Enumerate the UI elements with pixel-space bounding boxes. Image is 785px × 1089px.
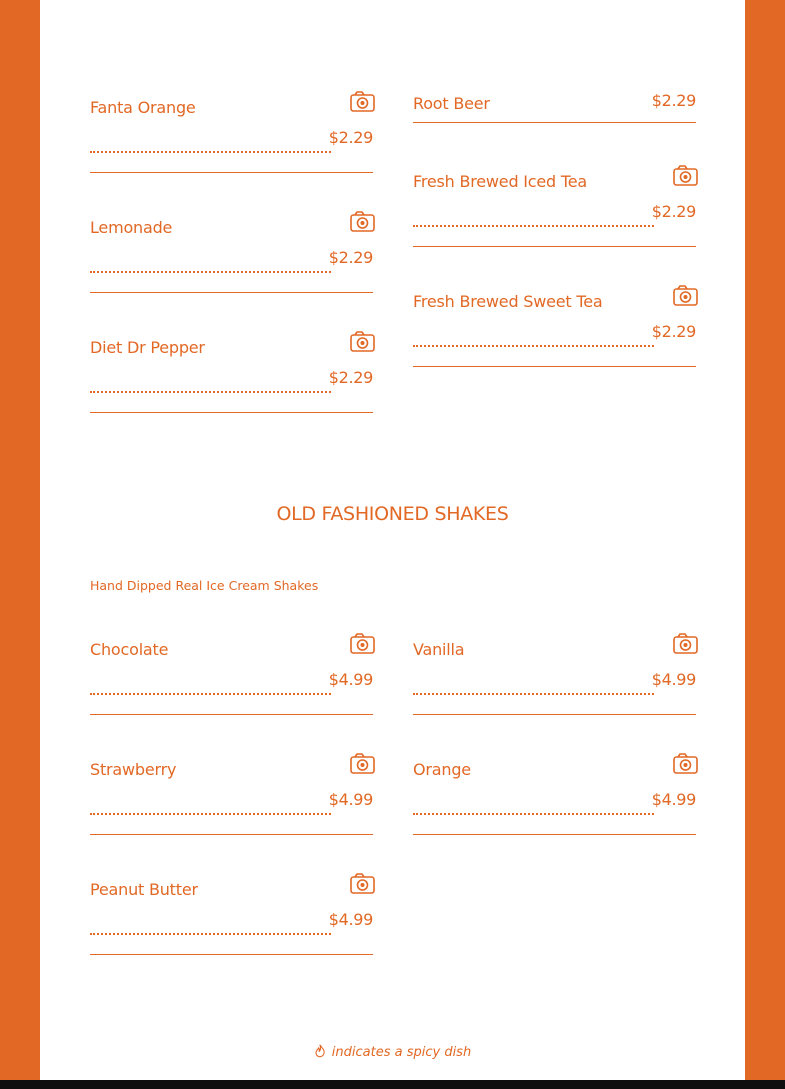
item-name: Strawberry <box>90 760 177 779</box>
dot-leader <box>90 151 331 153</box>
item-price: $2.29 <box>651 322 696 341</box>
camera-icon[interactable] <box>350 211 375 232</box>
dot-leader <box>90 391 331 393</box>
section-title: OLD FASHIONED SHAKES <box>276 503 509 525</box>
item-name: Root Beer <box>413 94 490 113</box>
item-divider <box>413 122 696 123</box>
item-price: $2.29 <box>328 128 373 147</box>
item-name: Diet Dr Pepper <box>90 338 205 357</box>
camera-icon[interactable] <box>350 633 375 654</box>
item-name: Lemonade <box>90 218 173 237</box>
item-divider <box>90 954 373 955</box>
dot-leader <box>90 271 331 273</box>
item-price: $4.99 <box>328 910 373 929</box>
item-divider <box>413 714 696 715</box>
item-name: Orange <box>413 760 471 779</box>
item-divider <box>90 172 373 173</box>
camera-icon[interactable] <box>673 753 698 774</box>
item-name: Fresh Brewed Sweet Tea <box>413 292 603 311</box>
item-name: Peanut Butter <box>90 880 198 899</box>
item-divider <box>413 366 696 367</box>
item-name: Chocolate <box>90 640 169 659</box>
dot-leader <box>90 693 331 695</box>
item-price: $2.29 <box>328 368 373 387</box>
item-price: $4.99 <box>651 790 696 809</box>
camera-icon[interactable] <box>673 285 698 306</box>
item-name: Fanta Orange <box>90 98 196 117</box>
dot-leader <box>413 345 654 347</box>
item-divider <box>413 246 696 247</box>
item-name: Fresh Brewed Iced Tea <box>413 172 587 191</box>
bottom-bar <box>0 1080 785 1089</box>
legend-text: indicates a spicy dish <box>331 1045 472 1060</box>
item-divider <box>413 834 696 835</box>
item-price: $2.29 <box>651 91 696 110</box>
camera-icon[interactable] <box>350 91 375 112</box>
dot-leader <box>413 225 654 227</box>
item-price: $2.29 <box>328 248 373 267</box>
camera-icon[interactable] <box>350 873 375 894</box>
camera-icon[interactable] <box>350 331 375 352</box>
chili-icon <box>314 1044 326 1058</box>
camera-icon[interactable] <box>673 165 698 186</box>
item-divider <box>90 834 373 835</box>
item-divider <box>90 292 373 293</box>
item-divider <box>90 714 373 715</box>
item-price: $4.99 <box>651 670 696 689</box>
dot-leader <box>413 813 654 815</box>
dot-leader <box>90 933 331 935</box>
item-price: $4.99 <box>328 670 373 689</box>
item-divider <box>90 412 373 413</box>
section-description: Hand Dipped Real Ice Cream Shakes <box>90 578 319 593</box>
spicy-legend <box>40 1044 745 1060</box>
item-name: Vanilla <box>413 640 465 659</box>
menu-page <box>40 0 745 1080</box>
camera-icon[interactable] <box>350 753 375 774</box>
camera-icon[interactable] <box>673 633 698 654</box>
dot-leader <box>90 813 331 815</box>
item-price: $4.99 <box>328 790 373 809</box>
dot-leader <box>413 693 654 695</box>
item-price: $2.29 <box>651 202 696 221</box>
